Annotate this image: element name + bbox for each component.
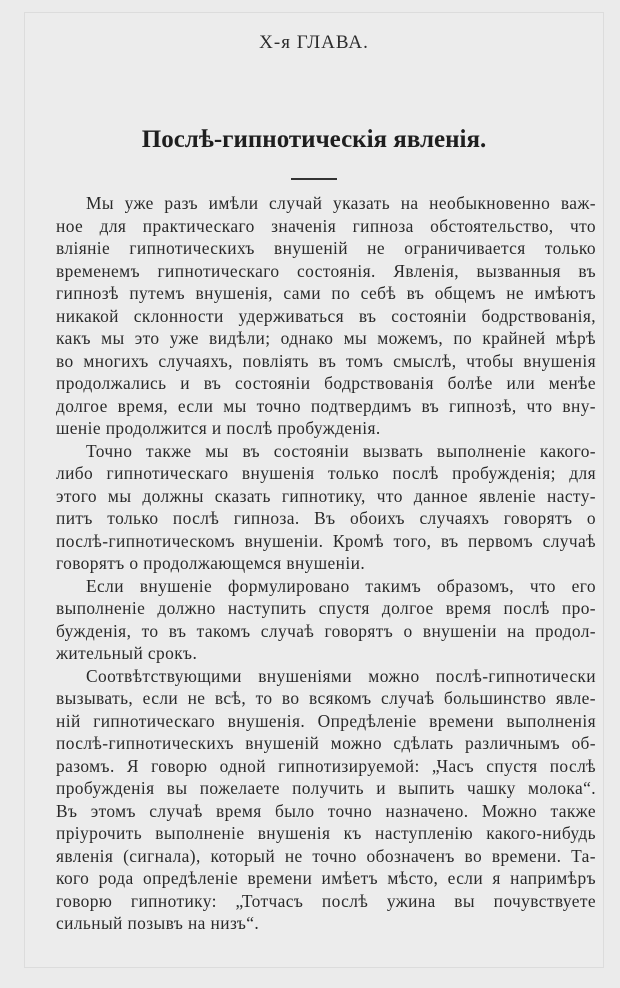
text-line: питъ только послѣ гипноза. Въ обоихъ случаяхъ говорятъ о	[56, 508, 596, 528]
text-line: гипнозѣ путемъ внушенія, сами по себѣ въ общемъ не имѣютъ	[56, 283, 596, 303]
text-line: либо гипнотическаго внушенія только послѣ пробужденія; для	[56, 463, 596, 483]
title-divider	[291, 178, 337, 180]
text-line: пріурочить выполненіе внушенія къ наступленію какого-нибудь	[56, 823, 596, 843]
text-line: послѣ-гипнотическомъ внушеніи. Кромѣ того, въ первомъ случаѣ	[56, 530, 596, 551]
chapter-heading: X-я ГЛАВА.	[259, 32, 369, 53]
text-line: Мы уже разъ имѣли случай указать на необыкновенно важ-	[86, 193, 596, 213]
text-line: вызывать, если не всѣ, то во всякомъ случаѣ большинство явле-	[56, 688, 596, 708]
text-line: пробужденія вы пожелаете получить и выпить чашку молока“.	[56, 778, 596, 798]
text-line: кого рода опредѣленіе времени имѣетъ мѣсто, если я напримѣръ	[56, 868, 596, 888]
paragraph	[56, 665, 596, 935]
text-line: ное для практическаго значенія гипноза обстоятельство, что	[56, 215, 596, 236]
text-line: шеніе продолжится и послѣ пробужденія.	[56, 418, 381, 438]
paragraph	[56, 192, 596, 440]
text-line: говорю гипнотику: „Тотчасъ послѣ ужина вы почувствуете	[56, 890, 596, 911]
text-line: жительный срокъ.	[56, 643, 198, 663]
text-line: Соотвѣтствующими внушеніями можно послѣ-гипнотически	[86, 665, 596, 686]
text-line: выполненіе должно наступить спустя долгое время послѣ про-	[56, 598, 596, 618]
text-line: этого мы должны сказать гипнотику, что данное явленіе насту-	[56, 485, 596, 506]
text-line: бужденія, то въ такомъ случаѣ говорятъ о внушеніи на продол-	[56, 620, 596, 641]
paragraph	[56, 575, 596, 665]
text-line: сильный позывъ на низъ“.	[56, 913, 260, 933]
text-line: Въ этомъ случаѣ время было точно назначено. Можно также	[56, 800, 596, 821]
section-title: Послѣ-гипнотическія явленія.	[141, 126, 487, 153]
body-text	[56, 192, 596, 935]
text-line: во многихъ случаяхъ, повліять въ томъ смыслѣ, чтобы внушенія	[56, 350, 596, 371]
book-page	[24, 12, 604, 968]
text-line: послѣ-гипнотическихъ внушеній можно сдѣлать различнымъ об-	[56, 733, 596, 753]
text-line: продолжались и въ состояніи бодрствованія болѣе или менѣе	[56, 373, 596, 393]
text-line: никакой склонности удерживаться въ состояніи бодрствованія,	[56, 305, 596, 326]
text-line: явленія (сигнала), который не точно обозначенъ во времени. Та-	[56, 845, 596, 866]
text-line: вліяніе гипнотическихъ внушеній не ограничивается только	[56, 238, 596, 258]
text-line: какъ мы это уже видѣли; однако мы можемъ, по крайней мѣрѣ	[56, 328, 596, 348]
text-line: временемъ гипнотическаго состоянія. Явленія, вызванныя въ	[56, 260, 596, 281]
text-line: Если внушеніе формулировано такимъ образомъ, что его	[86, 575, 596, 596]
paragraph	[56, 440, 596, 575]
text-line: ній гипнотическаго внушенія. Опредѣленіе времени выполненія	[56, 710, 596, 731]
text-line: Точно также мы въ состояніи вызвать выполненіе какого-	[86, 440, 596, 461]
text-line: долгое время, если мы точно подтвердимъ въ гипнозѣ, что вну-	[56, 395, 596, 416]
text-line: говорятъ о продолжающемся внушеніи.	[56, 553, 366, 573]
text-line: разомъ. Я говорю одной гипнотизируемой: „Часъ спустя послѣ	[56, 755, 596, 776]
